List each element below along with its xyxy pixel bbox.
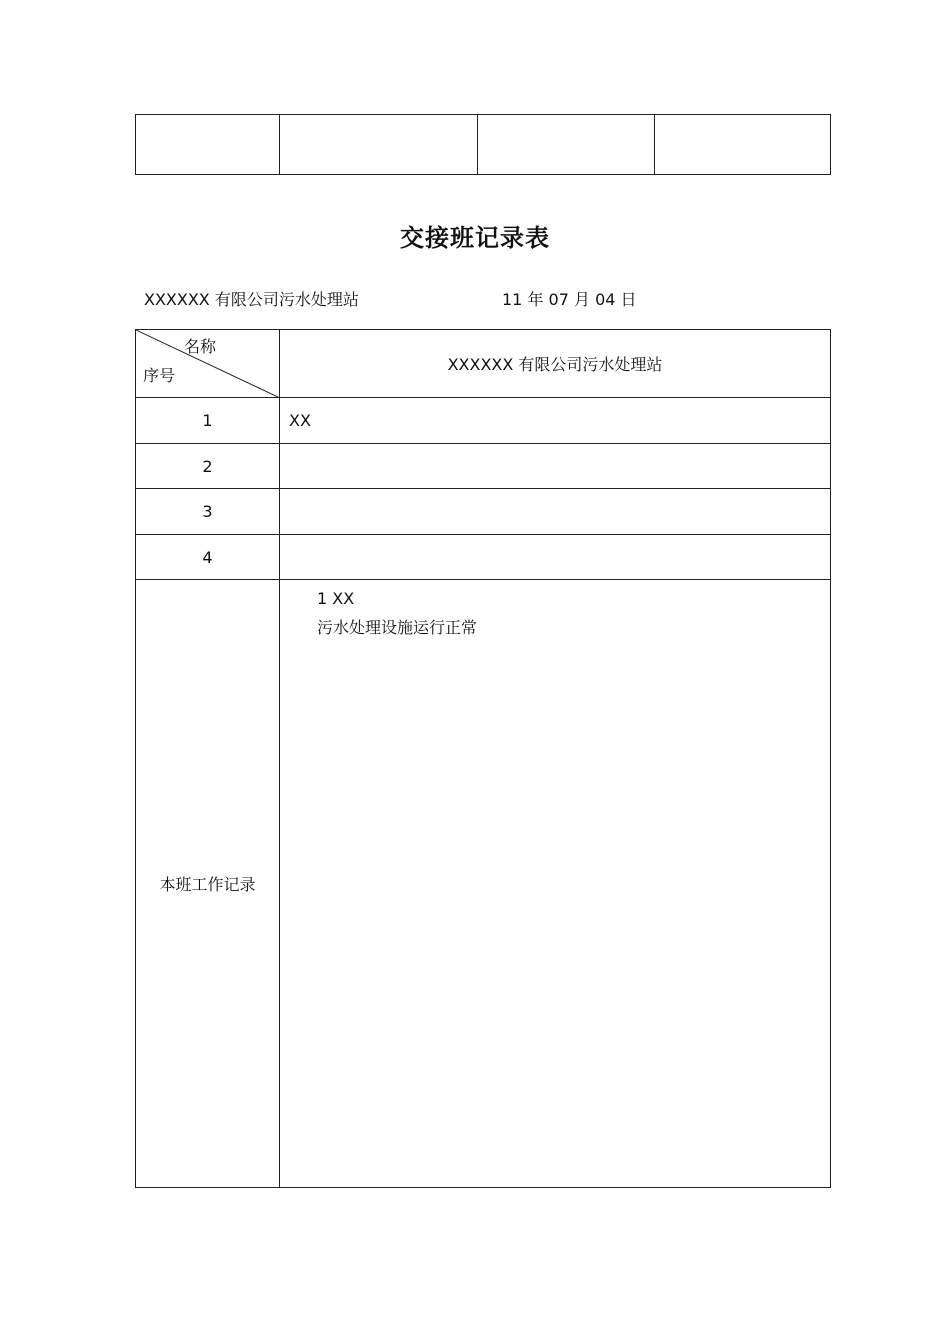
row-content — [280, 535, 831, 580]
record-label: 本班工作记录 — [136, 580, 280, 1188]
row-number: 1 — [136, 398, 280, 444]
record-row — [136, 580, 831, 1188]
table-row — [136, 489, 831, 535]
corner-header-cell — [136, 330, 280, 398]
station-name: XXXXXX 有限公司污水处理站 — [144, 290, 359, 309]
record-date: 11 年 07 月 04 日 — [502, 290, 637, 309]
row-number-label: 序号 — [143, 366, 176, 385]
record-line: 污水处理设施运行正常 — [317, 618, 478, 637]
table-row — [136, 398, 831, 444]
table-row — [136, 535, 831, 580]
top-cell-2 — [280, 115, 478, 175]
row-number: 2 — [136, 444, 280, 489]
table-row — [136, 444, 831, 489]
row-content — [280, 444, 831, 489]
top-cell-4 — [655, 115, 831, 175]
column-title: XXXXXX 有限公司污水处理站 — [280, 330, 831, 398]
top-cell-3 — [478, 115, 655, 175]
row-number: 3 — [136, 489, 280, 535]
record-content — [280, 580, 831, 1188]
row-number: 4 — [136, 535, 280, 580]
top-blank-table — [135, 114, 831, 175]
row-content: XX — [280, 398, 831, 444]
page-title: 交接班记录表 — [400, 224, 550, 252]
column-name-label: 名称 — [184, 337, 217, 356]
top-cell-1 — [136, 115, 280, 175]
handover-table — [135, 329, 831, 1188]
record-line: 1 XX — [317, 589, 355, 608]
row-content — [280, 489, 831, 535]
